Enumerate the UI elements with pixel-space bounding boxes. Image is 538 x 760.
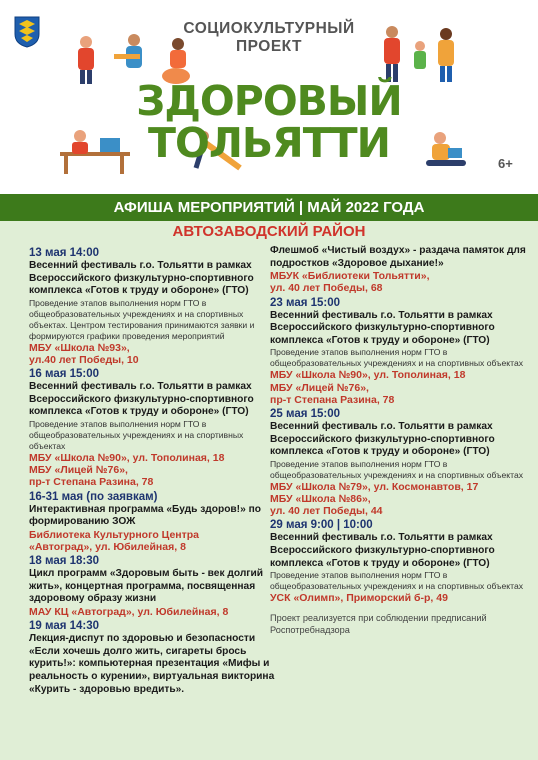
event-date: 29 мая 9:00 | 10:00	[270, 519, 373, 532]
event-address: МБУ «Лицей №76»,	[29, 464, 128, 477]
event-address: МБУ «Лицей №76»,	[270, 381, 369, 394]
poster-header	[0, 0, 538, 192]
event-address: МБУ «Школа №79», ул. Космонавтов, 17	[270, 480, 479, 493]
event-title: Лекция-диспут по здоровью и безопасности «Если хочешь долго жить, сигареты брось курить!»: компьютерная презентация «Мифы и реальность о курении», виртуальная викторина «Курить - здоровью вредить».	[29, 633, 275, 695]
event-description: Проведение этапов выполнения норм ГТО в общеобразовательных учреждениях и на спортивных объектах	[270, 458, 524, 480]
event-item	[270, 407, 532, 517]
afisha-banner: АФИША МЕРОПРИЯТИЙ | МАЙ 2022 ГОДА	[0, 194, 538, 221]
event-item	[270, 245, 532, 295]
event-address: МБУК «Библиотеки Тольятти»,	[270, 270, 430, 283]
event-address: УСК «Олимп», Приморский б-р, 49	[270, 592, 448, 605]
event-title: Флешмоб «Чистый воздух» - раздача памяток для подростков «Здоровое дыхание!»	[270, 245, 526, 269]
footer-note: Проект реализуется при соблюдении предписаний Роспотребнадзора	[270, 613, 487, 636]
events-panel	[0, 221, 538, 760]
event-address: пр-т Степана Разина, 78	[270, 393, 395, 406]
events-column-left	[29, 245, 279, 697]
event-item	[29, 367, 279, 488]
event-description: Проведение этапов выполнения норм ГТО в общеобразовательных учреждениях и на спортивных объектах	[270, 570, 524, 592]
event-title: Цикл программ «Здоровым быть - век долгий жить», концертная программа, посвященная здоровому образу жизни	[29, 568, 264, 605]
project-label	[0, 20, 538, 56]
event-address: ул.40 лет Победы, 10	[29, 353, 139, 366]
event-title: Весенний фестиваль г.о. Тольятти в рамках Всероссийского физкультурно-спортивного комплекса «Готов к труду и обороне» (ГТО)	[270, 309, 495, 346]
events-column-right	[270, 245, 532, 636]
district-title: АВТОЗАВОДСКИЙ РАЙОН	[172, 223, 366, 240]
project-label-line1: СОЦИОКУЛЬТУРНЫЙ	[183, 20, 355, 37]
event-item	[29, 554, 279, 618]
event-item	[29, 619, 279, 696]
event-title: Весенний фестиваль г.о. Тольятти в рамках Всероссийского физкультурно-спортивного комплекса «Готов к труду и обороне» (ГТО)	[29, 381, 254, 418]
event-title: Весенний фестиваль г.о. Тольятти в рамках Всероссийского физкультурно-спортивного комплекса «Готов к труду и обороне» (ГТО)	[270, 420, 495, 458]
event-title: Весенний фестиваль г.о. Тольятти в рамках Всероссийского физкультурно-спортивного комплекса «Готов к труду и обороне» (ГТО)	[270, 532, 495, 569]
event-item	[270, 296, 532, 406]
event-date: 18 мая 18:30	[29, 555, 100, 568]
event-item	[29, 246, 279, 366]
event-date: 25 мая 15:00	[270, 407, 341, 420]
event-item	[270, 518, 532, 604]
event-address: Библиотека Культурного Центра	[29, 528, 200, 541]
event-address: МБУ «Школа №90», ул. Тополиная, 18	[270, 369, 466, 382]
event-item	[29, 490, 279, 554]
event-address: МБУ «Школа №90», ул. Тополиная, 18	[29, 451, 225, 464]
event-title: Интерактивная программа «Будь здоров!» по формированию ЗОЖ	[29, 503, 261, 528]
poster-title-line2: ТОЛЬЯТТИ	[148, 119, 390, 167]
event-date: 23 мая 15:00	[270, 296, 341, 309]
event-description: Проведение этапов выполнения норм ГТО в общеобразовательных учреждениях и на спортивных объектах	[270, 347, 524, 369]
event-address: ул. 40 лет Победы, 44	[270, 505, 383, 518]
event-date: 16 мая 15:00	[29, 368, 100, 381]
event-description: Проведение этапов выполнения норм ГТО в общеобразовательных учреждениях и на спортивных объектах. Центром тестирования принимаются заявки и формируются графики проведения мероприятий	[29, 297, 255, 341]
event-address: пр-т Степана Разина, 78	[29, 476, 154, 489]
event-address: ул. 40 лет Победы, 68	[270, 282, 383, 295]
event-address: МАУ КЦ «Автоград», ул. Юбилейная, 8	[29, 605, 229, 618]
event-title: Весенний фестиваль г.о. Тольятти в рамках Всероссийского физкультурно-спортивного комплекса «Готов к труду и обороне» (ГТО)	[29, 260, 254, 297]
event-description: Проведение этапов выполнения норм ГТО в общеобразовательных учреждениях и на спортивных объектах	[29, 418, 244, 451]
event-address: МБУ «Школа №93»,	[29, 341, 130, 354]
event-date: 13 мая 14:00	[29, 247, 100, 259]
age-rating-badge: 6+	[498, 156, 513, 171]
event-address: «Автоград», ул. Юбилейная, 8	[29, 540, 186, 553]
event-date: 16-31 мая (по заявкам)	[29, 490, 158, 503]
event-address: МБУ «Школа №86»,	[270, 492, 371, 505]
project-label-line2: ПРОЕКТ	[236, 38, 302, 55]
event-date: 19 мая 14:30	[29, 620, 100, 633]
poster-title-line1: ЗДОРОВЫЙ	[136, 77, 402, 125]
